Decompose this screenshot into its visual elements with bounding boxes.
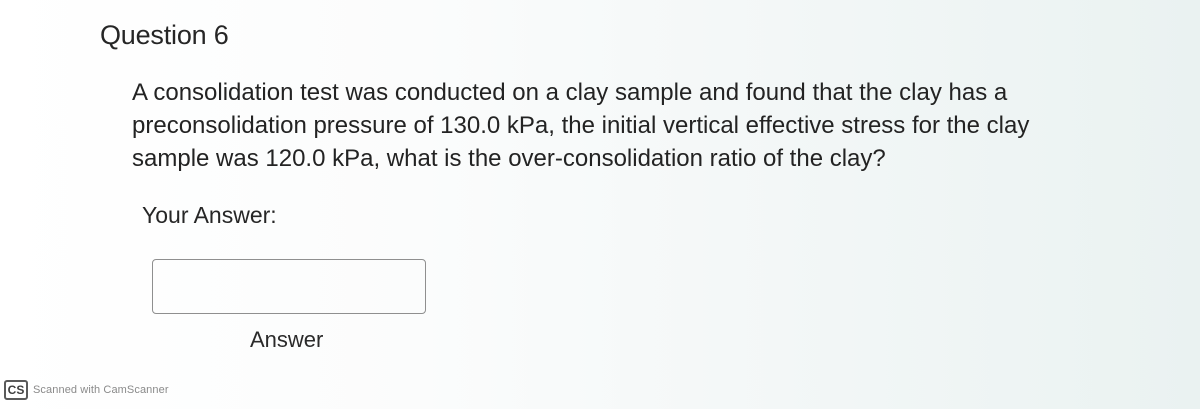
answer-caption: Answer <box>250 327 324 352</box>
answer-label: Your Answer: <box>142 202 277 228</box>
camscanner-logo-icon: CS <box>4 380 28 400</box>
question-title: Question 6 <box>100 20 229 50</box>
question-text-line: sample was 120.0 kPa, what is the over-consolidation ratio of the clay? <box>132 145 886 172</box>
question-text-line: preconsolidation pressure of 130.0 kPa, the initial vertical effective stress for the clay <box>132 112 1030 139</box>
question-text <box>132 76 1162 175</box>
question-text-line: A consolidation test was conducted on a clay sample and found that the clay has a <box>132 79 1008 106</box>
answer-input[interactable] <box>152 259 426 314</box>
camscanner-watermark <box>4 380 169 400</box>
watermark-text: Scanned with CamScanner <box>33 384 169 396</box>
